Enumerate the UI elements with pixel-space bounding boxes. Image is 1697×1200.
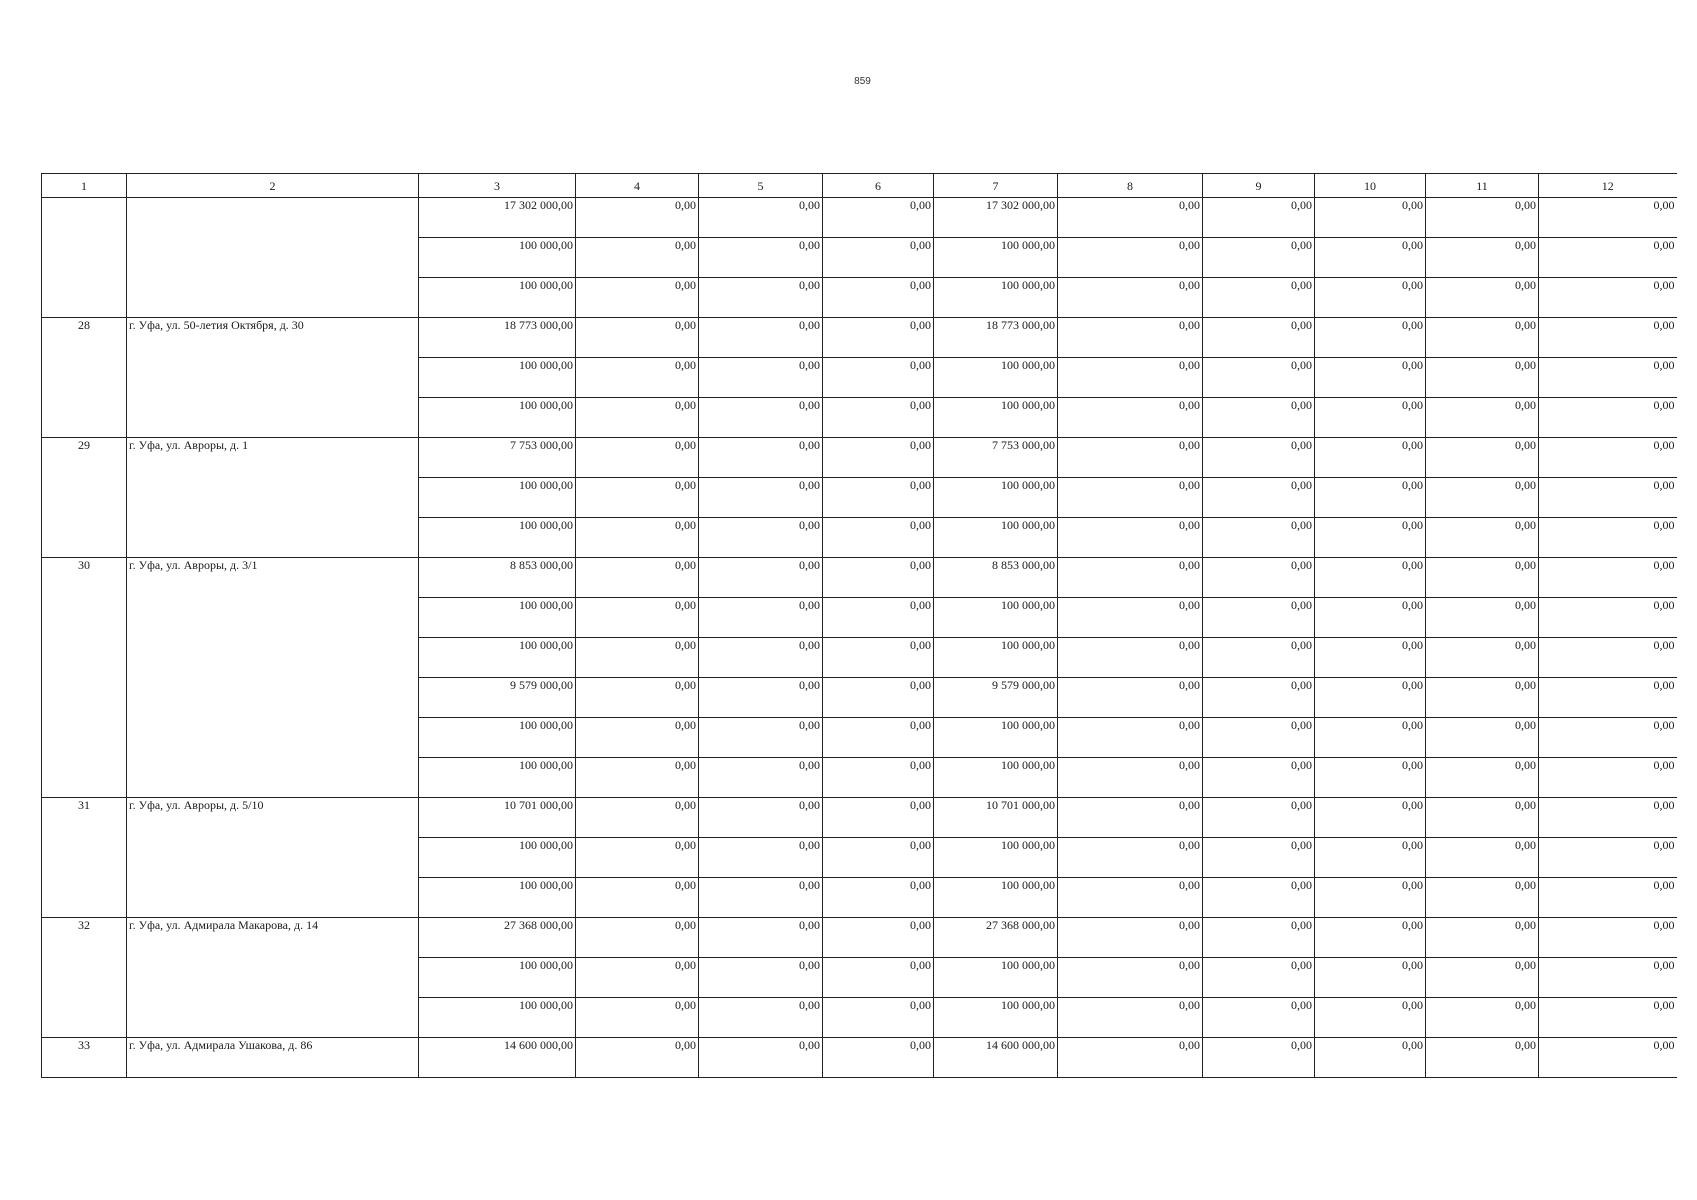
- column-header-9: 9: [1203, 174, 1315, 198]
- amount-cell-col-11: 0,00: [1426, 558, 1539, 598]
- amount-cell-col-6: 0,00: [823, 638, 934, 678]
- amount-cell-col-9: 0,00: [1203, 878, 1315, 918]
- amount-cell-col-6: 0,00: [823, 278, 934, 318]
- amount-cell-col-3: 100 000,00: [419, 838, 576, 878]
- page-number: 859: [854, 76, 871, 87]
- column-header-5: 5: [699, 174, 823, 198]
- amount-cell-col-4: 0,00: [576, 798, 699, 838]
- amount-cell-col-7: 100 000,00: [934, 878, 1058, 918]
- amount-cell-col-7: 8 853 000,00: [934, 558, 1058, 598]
- amount-cell-col-11: 0,00: [1426, 758, 1539, 798]
- amount-cell-col-8: 0,00: [1058, 878, 1203, 918]
- amount-cell-col-4: 0,00: [576, 998, 699, 1038]
- amount-cell-col-12: 0,00: [1539, 598, 1677, 638]
- amount-cell-col-10: 0,00: [1315, 718, 1426, 758]
- amount-cell-col-10: 0,00: [1315, 878, 1426, 918]
- amount-cell-col-9: 0,00: [1203, 758, 1315, 798]
- amount-cell-col-3: 100 000,00: [419, 358, 576, 398]
- amount-cell-col-12: 0,00: [1539, 358, 1677, 398]
- amount-cell-col-12: 0,00: [1539, 318, 1677, 358]
- amount-cell-col-5: 0,00: [699, 918, 823, 958]
- amount-cell-col-12: 0,00: [1539, 238, 1677, 278]
- amount-cell-col-9: 0,00: [1203, 358, 1315, 398]
- table-row: [42, 1038, 1677, 1078]
- amount-cell-col-7: 100 000,00: [934, 398, 1058, 438]
- amount-cell-col-8: 0,00: [1058, 718, 1203, 758]
- amount-cell-col-3: 100 000,00: [419, 518, 576, 558]
- amount-cell-col-12: 0,00: [1539, 998, 1677, 1038]
- amount-cell-col-6: 0,00: [823, 798, 934, 838]
- column-header-1: 1: [42, 174, 127, 198]
- amount-cell-col-5: 0,00: [699, 278, 823, 318]
- amount-cell-col-8: 0,00: [1058, 998, 1203, 1038]
- amount-cell-col-5: 0,00: [699, 558, 823, 598]
- amount-cell-col-9: 0,00: [1203, 838, 1315, 878]
- table-row: [42, 558, 1677, 598]
- amount-cell-col-8: 0,00: [1058, 438, 1203, 478]
- amount-cell-col-10: 0,00: [1315, 958, 1426, 998]
- amount-cell-col-3: 9 579 000,00: [419, 678, 576, 718]
- row-number: 28: [42, 318, 127, 438]
- amount-cell-col-11: 0,00: [1426, 518, 1539, 558]
- amount-cell-col-8: 0,00: [1058, 758, 1203, 798]
- data-table: [41, 173, 1677, 1078]
- amount-cell-col-7: 100 000,00: [934, 638, 1058, 678]
- amount-cell-col-4: 0,00: [576, 278, 699, 318]
- amount-cell-col-6: 0,00: [823, 878, 934, 918]
- column-header-7: 7: [934, 174, 1058, 198]
- amount-cell-col-8: 0,00: [1058, 278, 1203, 318]
- amount-cell-col-3: 100 000,00: [419, 638, 576, 678]
- amount-cell-col-8: 0,00: [1058, 958, 1203, 998]
- amount-cell-col-5: 0,00: [699, 638, 823, 678]
- amount-cell-col-9: 0,00: [1203, 1038, 1315, 1078]
- amount-cell-col-9: 0,00: [1203, 598, 1315, 638]
- amount-cell-col-3: 100 000,00: [419, 478, 576, 518]
- amount-cell-col-10: 0,00: [1315, 1038, 1426, 1078]
- amount-cell-col-7: 27 368 000,00: [934, 918, 1058, 958]
- table-row: [42, 918, 1677, 958]
- amount-cell-col-4: 0,00: [576, 718, 699, 758]
- amount-cell-col-9: 0,00: [1203, 238, 1315, 278]
- amount-cell-col-12: 0,00: [1539, 518, 1677, 558]
- amount-cell-col-12: 0,00: [1539, 678, 1677, 718]
- amount-cell-col-6: 0,00: [823, 678, 934, 718]
- amount-cell-col-5: 0,00: [699, 398, 823, 438]
- amount-cell-col-8: 0,00: [1058, 598, 1203, 638]
- row-number: 33: [42, 1038, 127, 1078]
- amount-cell-col-4: 0,00: [576, 558, 699, 598]
- amount-cell-col-12: 0,00: [1539, 758, 1677, 798]
- amount-cell-col-7: 100 000,00: [934, 478, 1058, 518]
- amount-cell-col-10: 0,00: [1315, 758, 1426, 798]
- amount-cell-col-9: 0,00: [1203, 478, 1315, 518]
- amount-cell-col-8: 0,00: [1058, 678, 1203, 718]
- row-number: 29: [42, 438, 127, 558]
- amount-cell-col-6: 0,00: [823, 1038, 934, 1078]
- amount-cell-col-6: 0,00: [823, 998, 934, 1038]
- amount-cell-col-5: 0,00: [699, 878, 823, 918]
- column-header-6: 6: [823, 174, 934, 198]
- amount-cell-col-4: 0,00: [576, 598, 699, 638]
- table-row: [42, 438, 1677, 478]
- amount-cell-col-11: 0,00: [1426, 678, 1539, 718]
- amount-cell-col-12: 0,00: [1539, 638, 1677, 678]
- address-cell: г. Уфа, ул. Авроры, д. 3/1: [127, 558, 419, 798]
- amount-cell-col-3: 10 701 000,00: [419, 798, 576, 838]
- amount-cell-col-7: 17 302 000,00: [934, 198, 1058, 238]
- amount-cell-col-7: 100 000,00: [934, 758, 1058, 798]
- amount-cell-col-6: 0,00: [823, 478, 934, 518]
- amount-cell-col-5: 0,00: [699, 318, 823, 358]
- amount-cell-col-11: 0,00: [1426, 398, 1539, 438]
- amount-cell-col-10: 0,00: [1315, 358, 1426, 398]
- row-number: 30: [42, 558, 127, 798]
- amount-cell-col-8: 0,00: [1058, 558, 1203, 598]
- amount-cell-col-10: 0,00: [1315, 638, 1426, 678]
- amount-cell-col-6: 0,00: [823, 398, 934, 438]
- address-cell: г. Уфа, ул. Адмирала Макарова, д. 14: [127, 918, 419, 1038]
- column-header-3: 3: [419, 174, 576, 198]
- column-header-8: 8: [1058, 174, 1203, 198]
- amount-cell-col-8: 0,00: [1058, 798, 1203, 838]
- amount-cell-col-11: 0,00: [1426, 318, 1539, 358]
- amount-cell-col-6: 0,00: [823, 438, 934, 478]
- table-row: [42, 318, 1677, 358]
- amount-cell-col-11: 0,00: [1426, 1038, 1539, 1078]
- amount-cell-col-9: 0,00: [1203, 558, 1315, 598]
- amount-cell-col-12: 0,00: [1539, 198, 1677, 238]
- amount-cell-col-11: 0,00: [1426, 918, 1539, 958]
- amount-cell-col-5: 0,00: [699, 798, 823, 838]
- amount-cell-col-7: 18 773 000,00: [934, 318, 1058, 358]
- amount-cell-col-12: 0,00: [1539, 478, 1677, 518]
- amount-cell-col-10: 0,00: [1315, 798, 1426, 838]
- amount-cell-col-3: 18 773 000,00: [419, 318, 576, 358]
- amount-cell-col-9: 0,00: [1203, 198, 1315, 238]
- address-cell: г. Уфа, ул. Авроры, д. 1: [127, 438, 419, 558]
- amount-cell-col-10: 0,00: [1315, 398, 1426, 438]
- amount-cell-col-12: 0,00: [1539, 838, 1677, 878]
- amount-cell-col-4: 0,00: [576, 638, 699, 678]
- amount-cell-col-9: 0,00: [1203, 518, 1315, 558]
- amount-cell-col-6: 0,00: [823, 238, 934, 278]
- amount-cell-col-3: 100 000,00: [419, 398, 576, 438]
- amount-cell-col-7: 14 600 000,00: [934, 1038, 1058, 1078]
- amount-cell-col-10: 0,00: [1315, 318, 1426, 358]
- amount-cell-col-3: 7 753 000,00: [419, 438, 576, 478]
- amount-cell-col-9: 0,00: [1203, 798, 1315, 838]
- amount-cell-col-4: 0,00: [576, 318, 699, 358]
- amount-cell-col-12: 0,00: [1539, 398, 1677, 438]
- amount-cell-col-6: 0,00: [823, 518, 934, 558]
- amount-cell-col-6: 0,00: [823, 558, 934, 598]
- amount-cell-col-5: 0,00: [699, 678, 823, 718]
- amount-cell-col-10: 0,00: [1315, 478, 1426, 518]
- amount-cell-col-4: 0,00: [576, 838, 699, 878]
- amount-cell-col-9: 0,00: [1203, 718, 1315, 758]
- amount-cell-col-4: 0,00: [576, 758, 699, 798]
- amount-cell-col-5: 0,00: [699, 518, 823, 558]
- amount-cell-col-12: 0,00: [1539, 558, 1677, 598]
- amount-cell-col-10: 0,00: [1315, 558, 1426, 598]
- header-row: [42, 174, 1677, 198]
- amount-cell-col-9: 0,00: [1203, 678, 1315, 718]
- amount-cell-col-8: 0,00: [1058, 918, 1203, 958]
- amount-cell-col-11: 0,00: [1426, 838, 1539, 878]
- amount-cell-col-10: 0,00: [1315, 278, 1426, 318]
- amount-cell-col-11: 0,00: [1426, 718, 1539, 758]
- amount-cell-col-5: 0,00: [699, 478, 823, 518]
- amount-cell-col-6: 0,00: [823, 838, 934, 878]
- amount-cell-col-8: 0,00: [1058, 518, 1203, 558]
- amount-cell-col-8: 0,00: [1058, 478, 1203, 518]
- amount-cell-col-11: 0,00: [1426, 278, 1539, 318]
- amount-cell-col-4: 0,00: [576, 358, 699, 398]
- amount-cell-col-4: 0,00: [576, 878, 699, 918]
- amount-cell-col-5: 0,00: [699, 438, 823, 478]
- amount-cell-col-8: 0,00: [1058, 238, 1203, 278]
- amount-cell-col-4: 0,00: [576, 518, 699, 558]
- amount-cell-col-9: 0,00: [1203, 918, 1315, 958]
- amount-cell-col-9: 0,00: [1203, 438, 1315, 478]
- amount-cell-col-10: 0,00: [1315, 598, 1426, 638]
- amount-cell-col-4: 0,00: [576, 398, 699, 438]
- amount-cell-col-3: 100 000,00: [419, 278, 576, 318]
- amount-cell-col-9: 0,00: [1203, 318, 1315, 358]
- amount-cell-col-4: 0,00: [576, 238, 699, 278]
- address-cell: г. Уфа, ул. Адмирала Ушакова, д. 86: [127, 1038, 419, 1078]
- amount-cell-col-9: 0,00: [1203, 998, 1315, 1038]
- amount-cell-col-4: 0,00: [576, 198, 699, 238]
- amount-cell-col-4: 0,00: [576, 678, 699, 718]
- amount-cell-col-10: 0,00: [1315, 678, 1426, 718]
- amount-cell-col-7: 100 000,00: [934, 958, 1058, 998]
- amount-cell-col-3: 100 000,00: [419, 998, 576, 1038]
- amount-cell-col-7: 100 000,00: [934, 518, 1058, 558]
- amount-cell-col-9: 0,00: [1203, 638, 1315, 678]
- column-header-12: 12: [1539, 174, 1677, 198]
- amount-cell-col-8: 0,00: [1058, 198, 1203, 238]
- amount-cell-col-5: 0,00: [699, 758, 823, 798]
- amount-cell-col-3: 8 853 000,00: [419, 558, 576, 598]
- amount-cell-col-12: 0,00: [1539, 438, 1677, 478]
- amount-cell-col-7: 9 579 000,00: [934, 678, 1058, 718]
- amount-cell-col-3: 100 000,00: [419, 598, 576, 638]
- amount-cell-col-8: 0,00: [1058, 1038, 1203, 1078]
- amount-cell-col-11: 0,00: [1426, 878, 1539, 918]
- amount-cell-col-12: 0,00: [1539, 958, 1677, 998]
- amount-cell-col-3: 100 000,00: [419, 718, 576, 758]
- amount-cell-col-3: 100 000,00: [419, 758, 576, 798]
- amount-cell-col-5: 0,00: [699, 718, 823, 758]
- amount-cell-col-8: 0,00: [1058, 838, 1203, 878]
- amount-cell-col-6: 0,00: [823, 318, 934, 358]
- amount-cell-col-8: 0,00: [1058, 398, 1203, 438]
- amount-cell-col-7: 100 000,00: [934, 358, 1058, 398]
- amount-cell-col-4: 0,00: [576, 918, 699, 958]
- amount-cell-col-8: 0,00: [1058, 638, 1203, 678]
- table-row: [42, 798, 1677, 838]
- column-header-4: 4: [576, 174, 699, 198]
- amount-cell-col-10: 0,00: [1315, 198, 1426, 238]
- amount-cell-col-6: 0,00: [823, 918, 934, 958]
- amount-cell-col-12: 0,00: [1539, 798, 1677, 838]
- amount-cell-col-9: 0,00: [1203, 398, 1315, 438]
- amount-cell-col-10: 0,00: [1315, 838, 1426, 878]
- column-header-11: 11: [1426, 174, 1539, 198]
- amount-cell-col-11: 0,00: [1426, 638, 1539, 678]
- amount-cell-col-8: 0,00: [1058, 358, 1203, 398]
- row-number: 31: [42, 798, 127, 918]
- amount-cell-col-7: 100 000,00: [934, 718, 1058, 758]
- amount-cell-col-6: 0,00: [823, 358, 934, 398]
- row-number: 32: [42, 918, 127, 1038]
- amount-cell-col-7: 100 000,00: [934, 838, 1058, 878]
- amount-cell-col-11: 0,00: [1426, 998, 1539, 1038]
- amount-cell-col-6: 0,00: [823, 718, 934, 758]
- amount-cell-col-3: 27 368 000,00: [419, 918, 576, 958]
- amount-cell-col-3: 17 302 000,00: [419, 198, 576, 238]
- amount-cell-col-5: 0,00: [699, 198, 823, 238]
- amount-cell-col-11: 0,00: [1426, 478, 1539, 518]
- table-row: [42, 198, 1677, 238]
- row-number: [42, 198, 127, 318]
- amount-cell-col-9: 0,00: [1203, 958, 1315, 998]
- amount-cell-col-10: 0,00: [1315, 518, 1426, 558]
- amount-cell-col-5: 0,00: [699, 1038, 823, 1078]
- amount-cell-col-5: 0,00: [699, 998, 823, 1038]
- amount-cell-col-4: 0,00: [576, 478, 699, 518]
- amount-cell-col-7: 100 000,00: [934, 598, 1058, 638]
- amount-cell-col-3: 14 600 000,00: [419, 1038, 576, 1078]
- amount-cell-col-11: 0,00: [1426, 798, 1539, 838]
- amount-cell-col-6: 0,00: [823, 958, 934, 998]
- amount-cell-col-6: 0,00: [823, 598, 934, 638]
- amount-cell-col-11: 0,00: [1426, 358, 1539, 398]
- address-cell: г. Уфа, ул. Авроры, д. 5/10: [127, 798, 419, 918]
- amount-cell-col-11: 0,00: [1426, 438, 1539, 478]
- amount-cell-col-10: 0,00: [1315, 438, 1426, 478]
- amount-cell-col-5: 0,00: [699, 598, 823, 638]
- column-header-2: 2: [127, 174, 419, 198]
- amount-cell-col-12: 0,00: [1539, 278, 1677, 318]
- amount-cell-col-3: 100 000,00: [419, 238, 576, 278]
- amount-cell-col-11: 0,00: [1426, 238, 1539, 278]
- amount-cell-col-6: 0,00: [823, 758, 934, 798]
- amount-cell-col-5: 0,00: [699, 838, 823, 878]
- amount-cell-col-7: 100 000,00: [934, 278, 1058, 318]
- amount-cell-col-12: 0,00: [1539, 718, 1677, 758]
- amount-cell-col-4: 0,00: [576, 958, 699, 998]
- amount-cell-col-7: 100 000,00: [934, 998, 1058, 1038]
- amount-cell-col-11: 0,00: [1426, 598, 1539, 638]
- amount-cell-col-3: 100 000,00: [419, 878, 576, 918]
- amount-cell-col-8: 0,00: [1058, 318, 1203, 358]
- amount-cell-col-6: 0,00: [823, 198, 934, 238]
- amount-cell-col-9: 0,00: [1203, 278, 1315, 318]
- amount-cell-col-7: 100 000,00: [934, 238, 1058, 278]
- amount-cell-col-10: 0,00: [1315, 918, 1426, 958]
- amount-cell-col-10: 0,00: [1315, 998, 1426, 1038]
- address-cell: [127, 198, 419, 318]
- amount-cell-col-11: 0,00: [1426, 958, 1539, 998]
- amount-cell-col-11: 0,00: [1426, 198, 1539, 238]
- amount-cell-col-5: 0,00: [699, 238, 823, 278]
- amount-cell-col-7: 10 701 000,00: [934, 798, 1058, 838]
- amount-cell-col-5: 0,00: [699, 958, 823, 998]
- column-header-10: 10: [1315, 174, 1426, 198]
- amount-cell-col-5: 0,00: [699, 358, 823, 398]
- amount-cell-col-3: 100 000,00: [419, 958, 576, 998]
- amount-cell-col-12: 0,00: [1539, 878, 1677, 918]
- amount-cell-col-7: 7 753 000,00: [934, 438, 1058, 478]
- amount-cell-col-12: 0,00: [1539, 1038, 1677, 1078]
- amount-cell-col-12: 0,00: [1539, 918, 1677, 958]
- amount-cell-col-10: 0,00: [1315, 238, 1426, 278]
- amount-cell-col-4: 0,00: [576, 1038, 699, 1078]
- amount-cell-col-4: 0,00: [576, 438, 699, 478]
- address-cell: г. Уфа, ул. 50-летия Октября, д. 30: [127, 318, 419, 438]
